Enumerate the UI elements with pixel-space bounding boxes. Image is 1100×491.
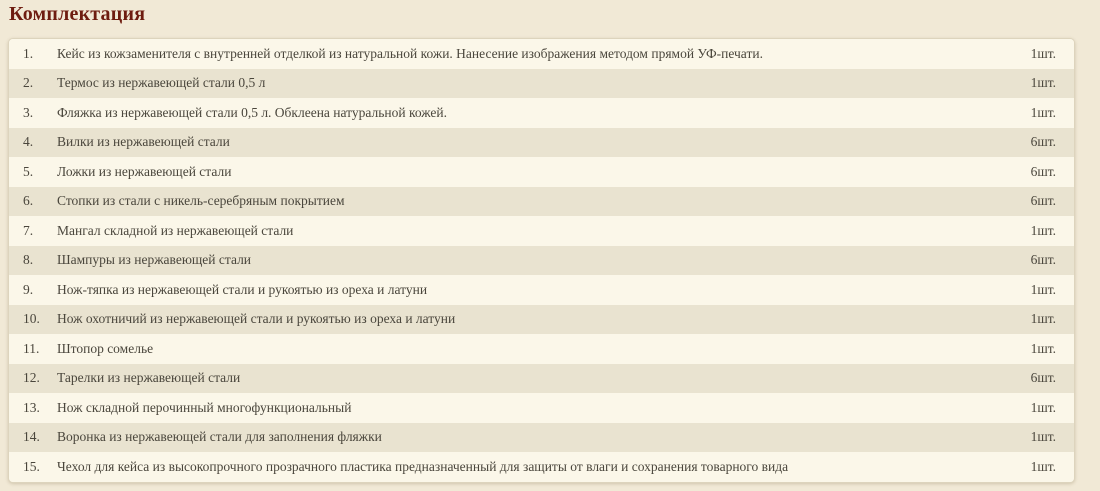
row-quantity: 6шт. — [1030, 134, 1056, 150]
row-description: Ложки из нержавеющей стали — [57, 163, 232, 179]
row-number: 8. — [23, 252, 34, 268]
row-quantity: 1шт. — [1030, 281, 1056, 297]
row-description: Воронка из нержавеющей стали для заполнения фляжки — [57, 429, 382, 445]
row-quantity: 1шт. — [1030, 45, 1056, 61]
table-row — [9, 452, 1074, 482]
row-description: Стопки из стали с никель-серебряным покрытием — [57, 193, 345, 209]
row-number: 10. — [23, 311, 40, 327]
row-description: Шампуры из нержавеющей стали — [57, 252, 252, 268]
row-description: Фляжка из нержавеющей стали 0,5 л. Обклеена натуральной кожей. — [57, 104, 447, 120]
row-quantity: 6шт. — [1030, 163, 1056, 179]
row-description: Тарелки из нержавеющей стали — [57, 370, 241, 386]
table-row — [9, 364, 1074, 394]
table-row — [9, 334, 1074, 364]
table-row — [9, 393, 1074, 423]
row-number: 1. — [23, 45, 34, 61]
row-number: 4. — [23, 134, 34, 150]
row-quantity: 1шт. — [1030, 222, 1056, 238]
kit-contents-table — [8, 38, 1075, 483]
row-number: 12. — [23, 370, 40, 386]
table-row — [9, 216, 1074, 246]
row-quantity: 1шт. — [1030, 75, 1056, 91]
table-row — [9, 128, 1074, 158]
row-number: 3. — [23, 104, 34, 120]
row-number: 5. — [23, 163, 34, 179]
row-quantity: 1шт. — [1030, 399, 1056, 415]
row-number: 13. — [23, 399, 40, 415]
table-row — [9, 246, 1074, 276]
row-number: 7. — [23, 222, 34, 238]
row-quantity: 1шт. — [1030, 311, 1056, 327]
row-quantity: 6шт. — [1030, 252, 1056, 268]
row-quantity: 1шт. — [1030, 104, 1056, 120]
row-description: Нож-тяпка из нержавеющей стали и рукоятью из ореха и латуни — [57, 281, 428, 297]
table-row — [9, 157, 1074, 187]
row-description: Кейс из кожзаменителя с внутренней отделкой из натуральной кожи. Нанесение изображения методом прямой УФ-печати. — [57, 45, 763, 61]
row-quantity: 6шт. — [1030, 193, 1056, 209]
row-description: Штопор сомелье — [57, 340, 154, 356]
table-row — [9, 187, 1074, 217]
row-description: Термос из нержавеющей стали 0,5 л — [57, 75, 266, 91]
row-description: Мангал складной из нержавеющей стали — [57, 222, 294, 238]
row-quantity: 1шт. — [1030, 429, 1056, 445]
row-quantity: 1шт. — [1030, 340, 1056, 356]
table-row — [9, 423, 1074, 453]
page-title: Комплектация — [9, 3, 146, 25]
row-number: 15. — [23, 458, 40, 474]
row-description: Нож складной перочинный многофункциональный — [57, 399, 352, 415]
row-description: Вилки из нержавеющей стали — [57, 134, 230, 150]
row-number: 9. — [23, 281, 34, 297]
row-quantity: 1шт. — [1030, 458, 1056, 474]
table-row — [9, 275, 1074, 305]
table-row — [9, 39, 1074, 69]
table-row — [9, 69, 1074, 99]
row-quantity: 6шт. — [1030, 370, 1056, 386]
row-description: Чехол для кейса из высокопрочного прозрачного пластика предназначенный для защиты от влаги и сохранения товарного вида — [57, 458, 789, 474]
table-row — [9, 98, 1074, 128]
row-number: 2. — [23, 75, 34, 91]
row-description: Нож охотничий из нержавеющей стали и рукоятью из ореха и латуни — [57, 311, 456, 327]
row-number: 6. — [23, 193, 34, 209]
table-row — [9, 305, 1074, 335]
row-number: 14. — [23, 429, 40, 445]
row-number: 11. — [23, 340, 40, 356]
